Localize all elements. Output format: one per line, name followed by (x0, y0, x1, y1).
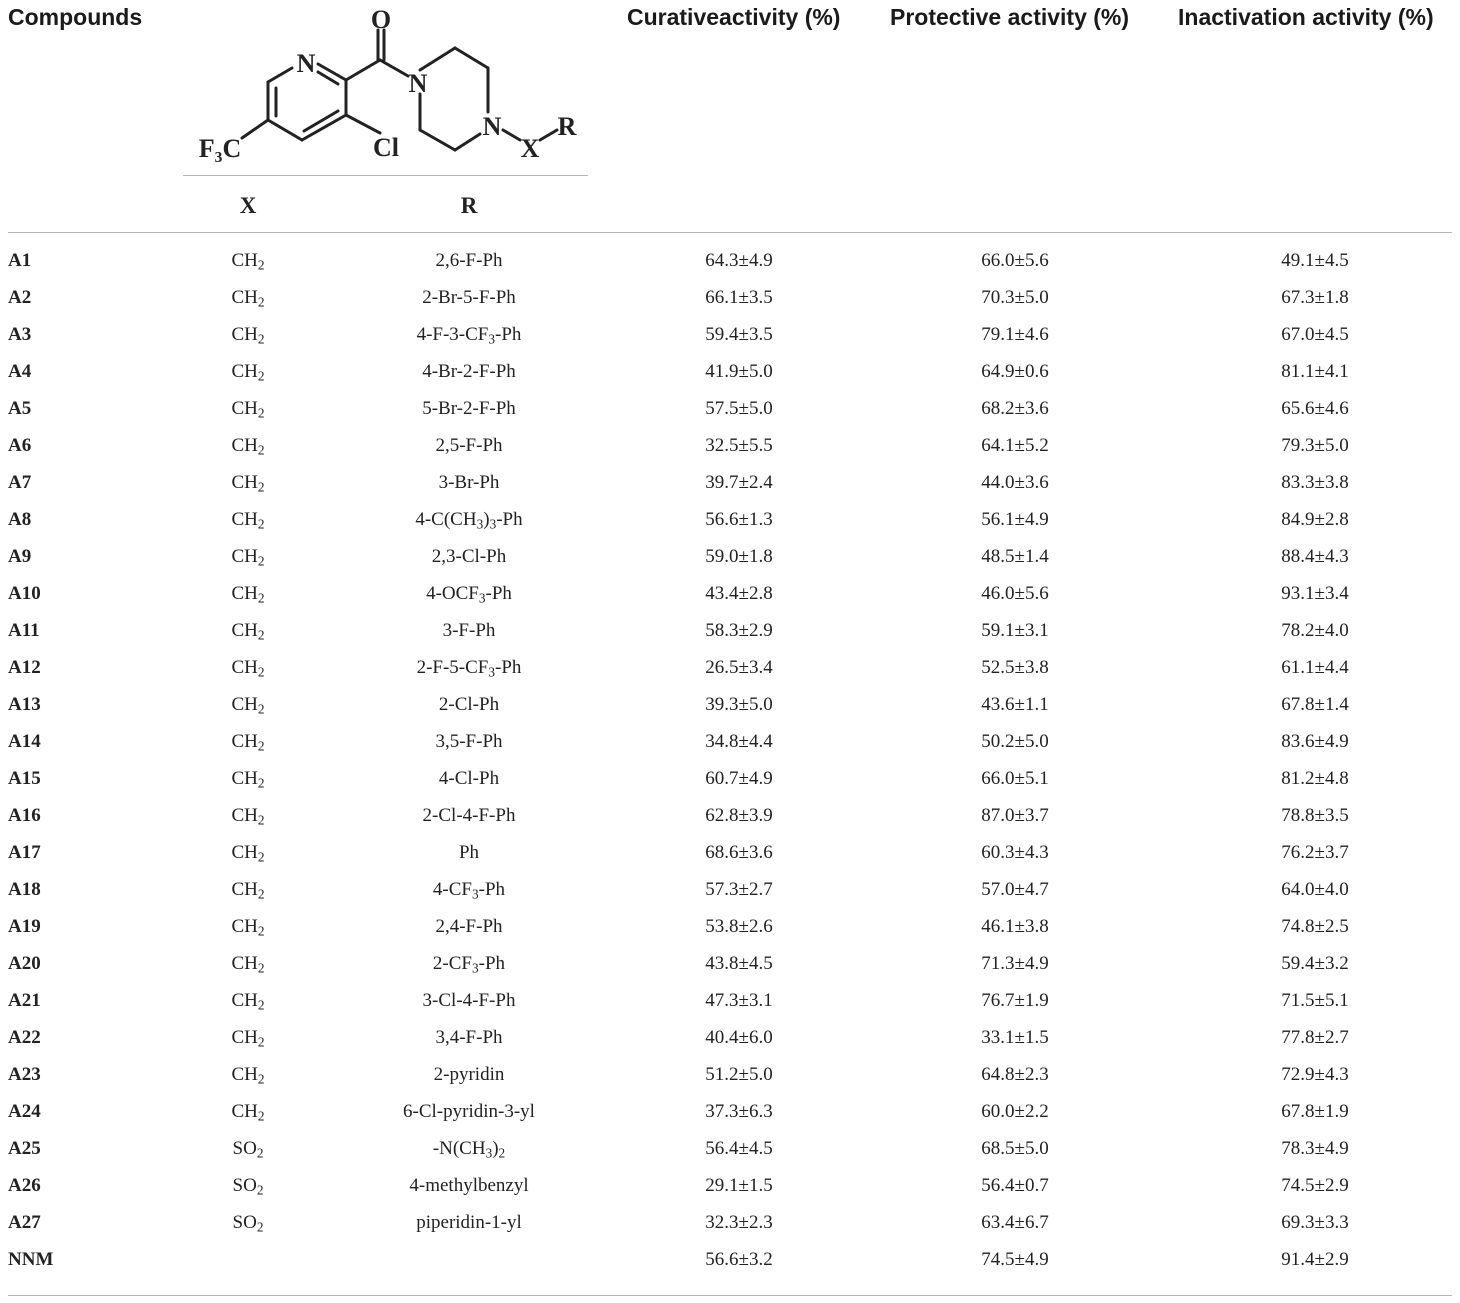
protective-value: 63.4±6.7 (981, 1212, 1049, 1233)
x-group: $CH_2$ (231, 990, 265, 1013)
atom-n-amide: N (408, 69, 428, 98)
compound-id: A1 (8, 250, 32, 271)
curative-value: 39.7±2.4 (705, 472, 773, 493)
protective-value: 60.3±4.3 (981, 842, 1049, 863)
protective-value: 74.5±4.9 (981, 1249, 1049, 1270)
atom-f3c: F₃C (198, 134, 242, 163)
protective-value: 46.0±5.6 (981, 583, 1049, 604)
table-rule-top (8, 232, 1452, 233)
x-group: $CH_2$ (231, 509, 265, 532)
protective-value: 64.9±0.6 (981, 361, 1049, 382)
compound-id: A9 (8, 546, 32, 567)
compound-id: A4 (8, 361, 32, 382)
table-row (0, 578, 1460, 615)
r-group: 3,5-F-Ph (435, 731, 503, 752)
protective-value: 87.0±3.7 (981, 805, 1049, 826)
compound-id: A20 (8, 953, 41, 974)
inactivation-value: 78.2±4.0 (1281, 620, 1349, 641)
compound-id: A19 (8, 916, 41, 937)
table-row (0, 1133, 1460, 1170)
r-group: $4-F-3-CF_3-Ph$ (416, 324, 522, 347)
inactivation-value: 67.0±4.5 (1281, 324, 1349, 345)
inactivation-value: 67.8±1.9 (1281, 1101, 1349, 1122)
inactivation-value: 72.9±4.3 (1281, 1064, 1349, 1085)
table-row (0, 1059, 1460, 1096)
x-group: $SO_2$ (232, 1175, 264, 1198)
r-group: 2-Br-5-F-Ph (422, 287, 516, 308)
x-group: $CH_2$ (231, 916, 265, 939)
x-group: $CH_2$ (231, 842, 265, 865)
inactivation-value: 59.4±3.2 (1281, 953, 1349, 974)
table-row (0, 985, 1460, 1022)
protective-value: 79.1±4.6 (981, 324, 1049, 345)
curative-value: 60.7±4.9 (705, 768, 773, 789)
curative-value: 56.6±3.2 (705, 1249, 773, 1270)
protective-value: 50.2±5.0 (981, 731, 1049, 752)
x-group: $CH_2$ (231, 694, 265, 717)
x-group: $CH_2$ (231, 768, 265, 791)
compound-id: A21 (8, 990, 41, 1011)
curative-value: 64.3±4.9 (705, 250, 773, 271)
r-group: Ph (458, 842, 480, 863)
inactivation-value: 81.2±4.8 (1281, 768, 1349, 789)
header-compounds: Compounds (8, 4, 143, 30)
x-group: $CH_2$ (231, 620, 265, 643)
table-row (0, 393, 1460, 430)
table-row (0, 319, 1460, 356)
structure-divider (183, 175, 588, 176)
table-row (0, 874, 1460, 911)
r-group: 2-Cl-4-F-Ph (422, 805, 516, 826)
table-row (0, 245, 1460, 282)
compound-id: A2 (8, 287, 32, 308)
curative-value: 57.3±2.7 (705, 879, 773, 900)
table-row (0, 837, 1460, 874)
curative-value: 39.3±5.0 (705, 694, 773, 715)
inactivation-value: 61.1±4.4 (1281, 657, 1349, 678)
compound-id: A27 (8, 1212, 41, 1233)
table-row (0, 282, 1460, 319)
compound-id: A26 (8, 1175, 41, 1196)
atom-o: O (370, 5, 392, 34)
compound-id: A12 (8, 657, 41, 678)
compound-id: A7 (8, 472, 32, 493)
header-curative-activity: Curativeactivity (%) (627, 4, 841, 30)
r-group: piperidin-1-yl (416, 1212, 522, 1233)
compound-id: A6 (8, 435, 32, 456)
protective-value: 56.1±4.9 (981, 509, 1049, 530)
compound-id: A13 (8, 694, 41, 715)
table-row (0, 726, 1460, 763)
compound-id: A25 (8, 1138, 41, 1159)
curative-value: 56.4±4.5 (705, 1138, 773, 1159)
r-group: 5-Br-2-F-Ph (422, 398, 516, 419)
table-row (0, 615, 1460, 652)
inactivation-value: 81.1±4.1 (1281, 361, 1349, 382)
r-group: 2,5-F-Ph (435, 435, 503, 456)
table-row (0, 1244, 1460, 1281)
inactivation-value: 91.4±2.9 (1281, 1249, 1349, 1270)
inactivation-value: 74.8±2.5 (1281, 916, 1349, 937)
r-group: 2,6-F-Ph (435, 250, 503, 271)
inactivation-value: 67.3±1.8 (1281, 287, 1349, 308)
r-group: 2-Cl-Ph (438, 694, 500, 715)
compound-id: A10 (8, 583, 41, 604)
protective-value: 44.0±3.6 (981, 472, 1049, 493)
inactivation-value: 83.3±3.8 (1281, 472, 1349, 493)
protective-value: 68.5±5.0 (981, 1138, 1049, 1159)
table-row (0, 1022, 1460, 1059)
compound-id: A22 (8, 1027, 41, 1048)
x-group: $CH_2$ (231, 398, 265, 421)
x-group: $CH_2$ (231, 583, 265, 606)
compound-id: A23 (8, 1064, 41, 1085)
inactivation-value: 49.1±4.5 (1281, 250, 1349, 271)
x-group: $CH_2$ (231, 1027, 265, 1050)
table-row (0, 763, 1460, 800)
table-row (0, 911, 1460, 948)
compound-id: A18 (8, 879, 41, 900)
inactivation-value: 83.6±4.9 (1281, 731, 1349, 752)
protective-value: 48.5±1.4 (981, 546, 1049, 567)
curative-value: 58.3±2.9 (705, 620, 773, 641)
x-group: $CH_2$ (231, 731, 265, 754)
x-group: $CH_2$ (231, 250, 265, 273)
inactivation-value: 69.3±3.3 (1281, 1212, 1349, 1233)
r-group: $4-C(CH_3)_3-Ph$ (415, 509, 523, 532)
r-group: 3-Br-Ph (438, 472, 500, 493)
protective-value: 46.1±3.8 (981, 916, 1049, 937)
protective-value: 64.1±5.2 (981, 435, 1049, 456)
curative-value: 59.4±3.5 (705, 324, 773, 345)
table-row (0, 1170, 1460, 1207)
compound-id: A24 (8, 1101, 41, 1122)
protective-value: 60.0±2.2 (981, 1101, 1049, 1122)
x-group: $SO_2$ (232, 1138, 264, 1161)
curative-value: 62.8±3.9 (705, 805, 773, 826)
protective-value: 56.4±0.7 (981, 1175, 1049, 1196)
inactivation-value: 74.5±2.9 (1281, 1175, 1349, 1196)
atom-r: R (557, 112, 577, 141)
curative-value: 53.8±2.6 (705, 916, 773, 937)
x-group: $CH_2$ (231, 546, 265, 569)
compound-id: A16 (8, 805, 41, 826)
curative-value: 56.6±1.3 (705, 509, 773, 530)
table-row (0, 689, 1460, 726)
table-row (0, 467, 1460, 504)
header-x: X (239, 193, 257, 218)
curative-value: 66.1±3.5 (705, 287, 773, 308)
x-group: $CH_2$ (231, 361, 265, 384)
curative-value: 34.8±4.4 (705, 731, 773, 752)
table-body (0, 245, 1460, 1281)
table-row (0, 652, 1460, 689)
curative-value: 59.0±1.8 (705, 546, 773, 567)
compound-id: A3 (8, 324, 32, 345)
inactivation-value: 84.9±2.8 (1281, 509, 1349, 530)
header-r: R (460, 193, 478, 218)
x-group: $CH_2$ (231, 1101, 265, 1124)
r-group: $4-CF_3-Ph$ (432, 879, 506, 902)
x-group: $CH_2$ (231, 287, 265, 310)
protective-value: 76.7±1.9 (981, 990, 1049, 1011)
protective-value: 59.1±3.1 (981, 620, 1049, 641)
chemical-structure (170, 0, 610, 175)
table-row (0, 430, 1460, 467)
curative-value: 43.4±2.8 (705, 583, 773, 604)
protective-value: 70.3±5.0 (981, 287, 1049, 308)
compound-id: A15 (8, 768, 41, 789)
compound-id: A11 (8, 620, 40, 641)
protective-value: 71.3±4.9 (981, 953, 1049, 974)
inactivation-value: 65.6±4.6 (1281, 398, 1349, 419)
table-row (0, 541, 1460, 578)
r-group: 4-methylbenzyl (409, 1175, 529, 1196)
curative-value: 32.5±5.5 (705, 435, 773, 456)
r-group: 3,4-F-Ph (435, 1027, 503, 1048)
atom-cl: Cl (373, 133, 399, 162)
header-inactivation-activity: Inactivation activity (%) (1178, 4, 1434, 30)
x-group: $CH_2$ (231, 657, 265, 680)
table-rule-bottom (8, 1295, 1452, 1296)
protective-value: 68.2±3.6 (981, 398, 1049, 419)
curative-value: 57.5±5.0 (705, 398, 773, 419)
compound-id: A8 (8, 509, 32, 530)
compound-id: A17 (8, 842, 41, 863)
inactivation-value: 77.8±2.7 (1281, 1027, 1349, 1048)
inactivation-value: 93.1±3.4 (1281, 583, 1349, 604)
inactivation-value: 67.8±1.4 (1281, 694, 1349, 715)
protective-value: 66.0±5.6 (981, 250, 1049, 271)
protective-value: 43.6±1.1 (981, 694, 1049, 715)
table-row (0, 1207, 1460, 1244)
r-group: 4-Cl-Ph (438, 768, 500, 789)
atom-n-ring: N (296, 49, 316, 78)
curative-value: 68.6±3.6 (705, 842, 773, 863)
x-group: $SO_2$ (232, 1212, 264, 1235)
inactivation-value: 78.3±4.9 (1281, 1138, 1349, 1159)
compound-id: NNM (8, 1249, 54, 1270)
curative-value: 47.3±3.1 (705, 990, 773, 1011)
curative-value: 51.2±5.0 (705, 1064, 773, 1085)
protective-value: 52.5±3.8 (981, 657, 1049, 678)
table-row (0, 504, 1460, 541)
inactivation-value: 64.0±4.0 (1281, 879, 1349, 900)
inactivation-value: 78.8±3.5 (1281, 805, 1349, 826)
x-group: $CH_2$ (231, 472, 265, 495)
r-group: 3-Cl-4-F-Ph (422, 990, 516, 1011)
curative-value: 43.8±4.5 (705, 953, 773, 974)
r-group: $2-CF_3-Ph$ (432, 953, 506, 976)
inactivation-value: 88.4±4.3 (1281, 546, 1349, 567)
r-group: 3-F-Ph (442, 620, 496, 641)
compound-id: A5 (8, 398, 32, 419)
curative-value: 26.5±3.4 (705, 657, 773, 678)
protective-value: 33.1±1.5 (981, 1027, 1049, 1048)
r-group: $-N(CH_3)_2$ (432, 1138, 506, 1161)
table-row (0, 356, 1460, 393)
atom-x: X (520, 134, 540, 163)
x-group: $CH_2$ (231, 879, 265, 902)
r-group: $4-OCF_3-Ph$ (426, 583, 512, 606)
r-group: 2,4-F-Ph (435, 916, 503, 937)
r-group: 4-Br-2-F-Ph (422, 361, 516, 382)
curative-value: 37.3±6.3 (705, 1101, 773, 1122)
header-protective-activity: Protective activity (%) (890, 4, 1130, 30)
x-group: $CH_2$ (231, 1064, 265, 1087)
protective-value: 57.0±4.7 (981, 879, 1049, 900)
protective-value: 66.0±5.1 (981, 768, 1049, 789)
curative-value: 40.4±6.0 (705, 1027, 773, 1048)
atom-n-sub: N (482, 112, 502, 141)
x-group: $CH_2$ (231, 324, 265, 347)
curative-value: 29.1±1.5 (705, 1175, 773, 1196)
r-group: 2-pyridin (433, 1064, 505, 1085)
protective-value: 64.8±2.3 (981, 1064, 1049, 1085)
inactivation-value: 71.5±5.1 (1281, 990, 1349, 1011)
table-row (0, 800, 1460, 837)
x-group: $CH_2$ (231, 953, 265, 976)
table-row (0, 948, 1460, 985)
compound-id: A14 (8, 731, 41, 752)
x-group: $CH_2$ (231, 435, 265, 458)
inactivation-value: 79.3±5.0 (1281, 435, 1349, 456)
r-group: $2-F-5-CF_3-Ph$ (416, 657, 522, 680)
curative-value: 32.3±2.3 (705, 1212, 773, 1233)
curative-value: 41.9±5.0 (705, 361, 773, 382)
r-group: 6-Cl-pyridin-3-yl (403, 1101, 535, 1122)
r-group: 2,3-Cl-Ph (431, 546, 507, 567)
inactivation-value: 76.2±3.7 (1281, 842, 1349, 863)
x-group: $CH_2$ (231, 805, 265, 828)
table-row (0, 1096, 1460, 1133)
